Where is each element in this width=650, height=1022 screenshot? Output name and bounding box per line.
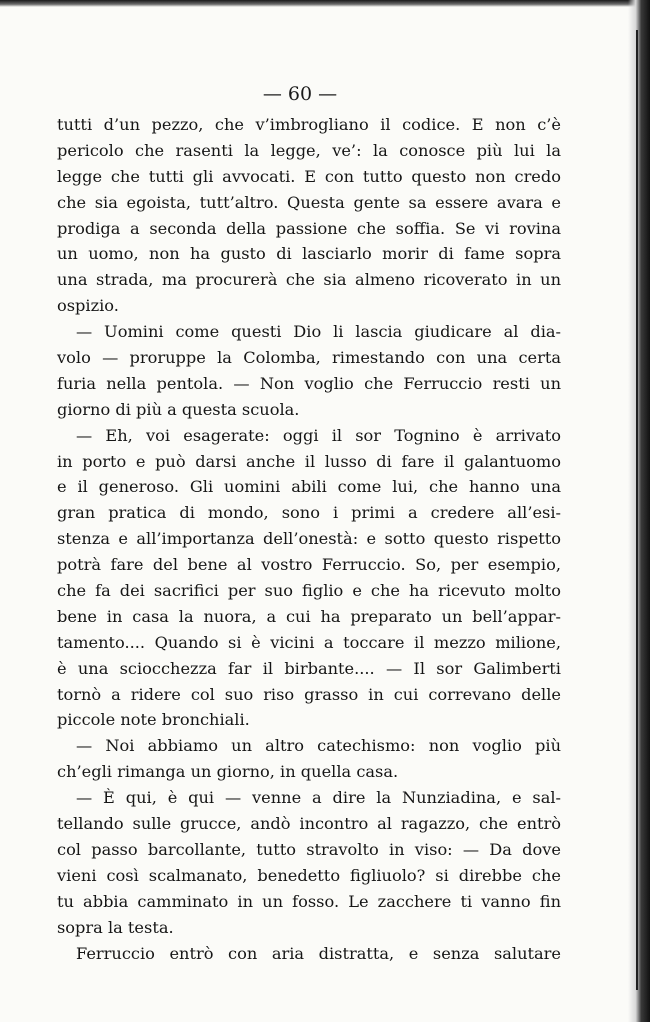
text-line: tamento.... Quando si è vicini a toccare il mezzo milione, [57,632,561,652]
text-line: legge che tutti gli avvocati. E con tutto questo non credo [57,166,561,186]
text-line: una strada, ma procurerà che sia almeno ricoverato in un [57,270,561,290]
text-line: potrà fare del bene al vostro Ferruccio. So, per esempio, [57,555,561,575]
text-line: è una sciocchezza far il birbante.... — Il sor Galimberti [57,658,561,678]
text-line: col passo barcollante, tutto stravolto in viso: — Da dove [57,839,561,859]
text-line: prodiga a seconda della passione che soffia. Se vi rovina [57,218,561,238]
body-text [57,112,561,966]
text-line: un uomo, non ha gusto di lasciarlo morir di fame sopra [57,244,561,264]
text-line: volo — proruppe la Colomba, rimestando con una certa [57,348,561,368]
page-top-edge-shadow [0,0,650,7]
text-line: e il generoso. Gli uomini abili come lui, che hanno una [57,477,561,497]
text-line: che sia egoista, tutt’altro. Questa gente sa essere avara e [57,192,561,212]
text-line: piccole note bronchiali. [57,710,250,730]
text-line: tellando sulle grucce, andò incontro al ragazzo, che entrò [57,814,561,834]
text-line: pericolo che rasenti la legge, ve’: la conosce più lui la [57,140,561,160]
page-number: — 60 — [262,83,338,105]
text-line: che fa dei sacrifici per suo figlio e che ha ricevuto molto [57,581,561,601]
text-line: — È qui, è qui — venne a dire la Nunziadina, e sal- [76,788,561,808]
text-line: — Noi abbiamo un altro catechismo: non voglio più [76,736,561,756]
text-line: sopra la testa. [57,917,174,937]
text-line: tutti d’un pezzo, che v’imbrogliano il codice. E non c’è [57,115,561,134]
text-line: ospizio. [57,296,119,316]
text-line: giorno di più a questa scuola. [57,399,300,419]
text-line: — Eh, voi esagerate: oggi il sor Tognino è arrivato [76,425,561,445]
text-line: — Uomini come questi Dio li lascia giudicare al dia- [76,322,561,342]
text-line: gran pratica di mondo, sono i primi a credere all’esi- [57,503,561,523]
text-line: in porto e può darsi anche il lusso di fare il galantuomo [57,451,561,471]
text-line: stenza e all’importanza dell’onestà: e sotto questo rispetto [57,529,561,549]
text-line: tu abbia camminato in un fosso. Le zacchere ti vanno fin [57,891,561,911]
binding-edge-line [636,30,638,990]
text-line: tornò a ridere col suo riso grasso in cui correvano delle [57,684,561,704]
text-line: bene in casa la nuora, a cui ha preparato un bell’appar- [57,606,561,626]
binding-edge-shadow [628,0,650,1022]
text-line: furia nella pentola. — Non voglio che Ferruccio resti un [57,373,561,393]
text-line: ch’egli rimanga un giorno, in quella casa. [57,762,399,782]
text-line: Ferruccio entrò con aria distratta, e senza salutare [76,943,561,963]
text-line: vieni così scalmanato, benedetto figliuolo? si direbbe che [57,865,561,885]
